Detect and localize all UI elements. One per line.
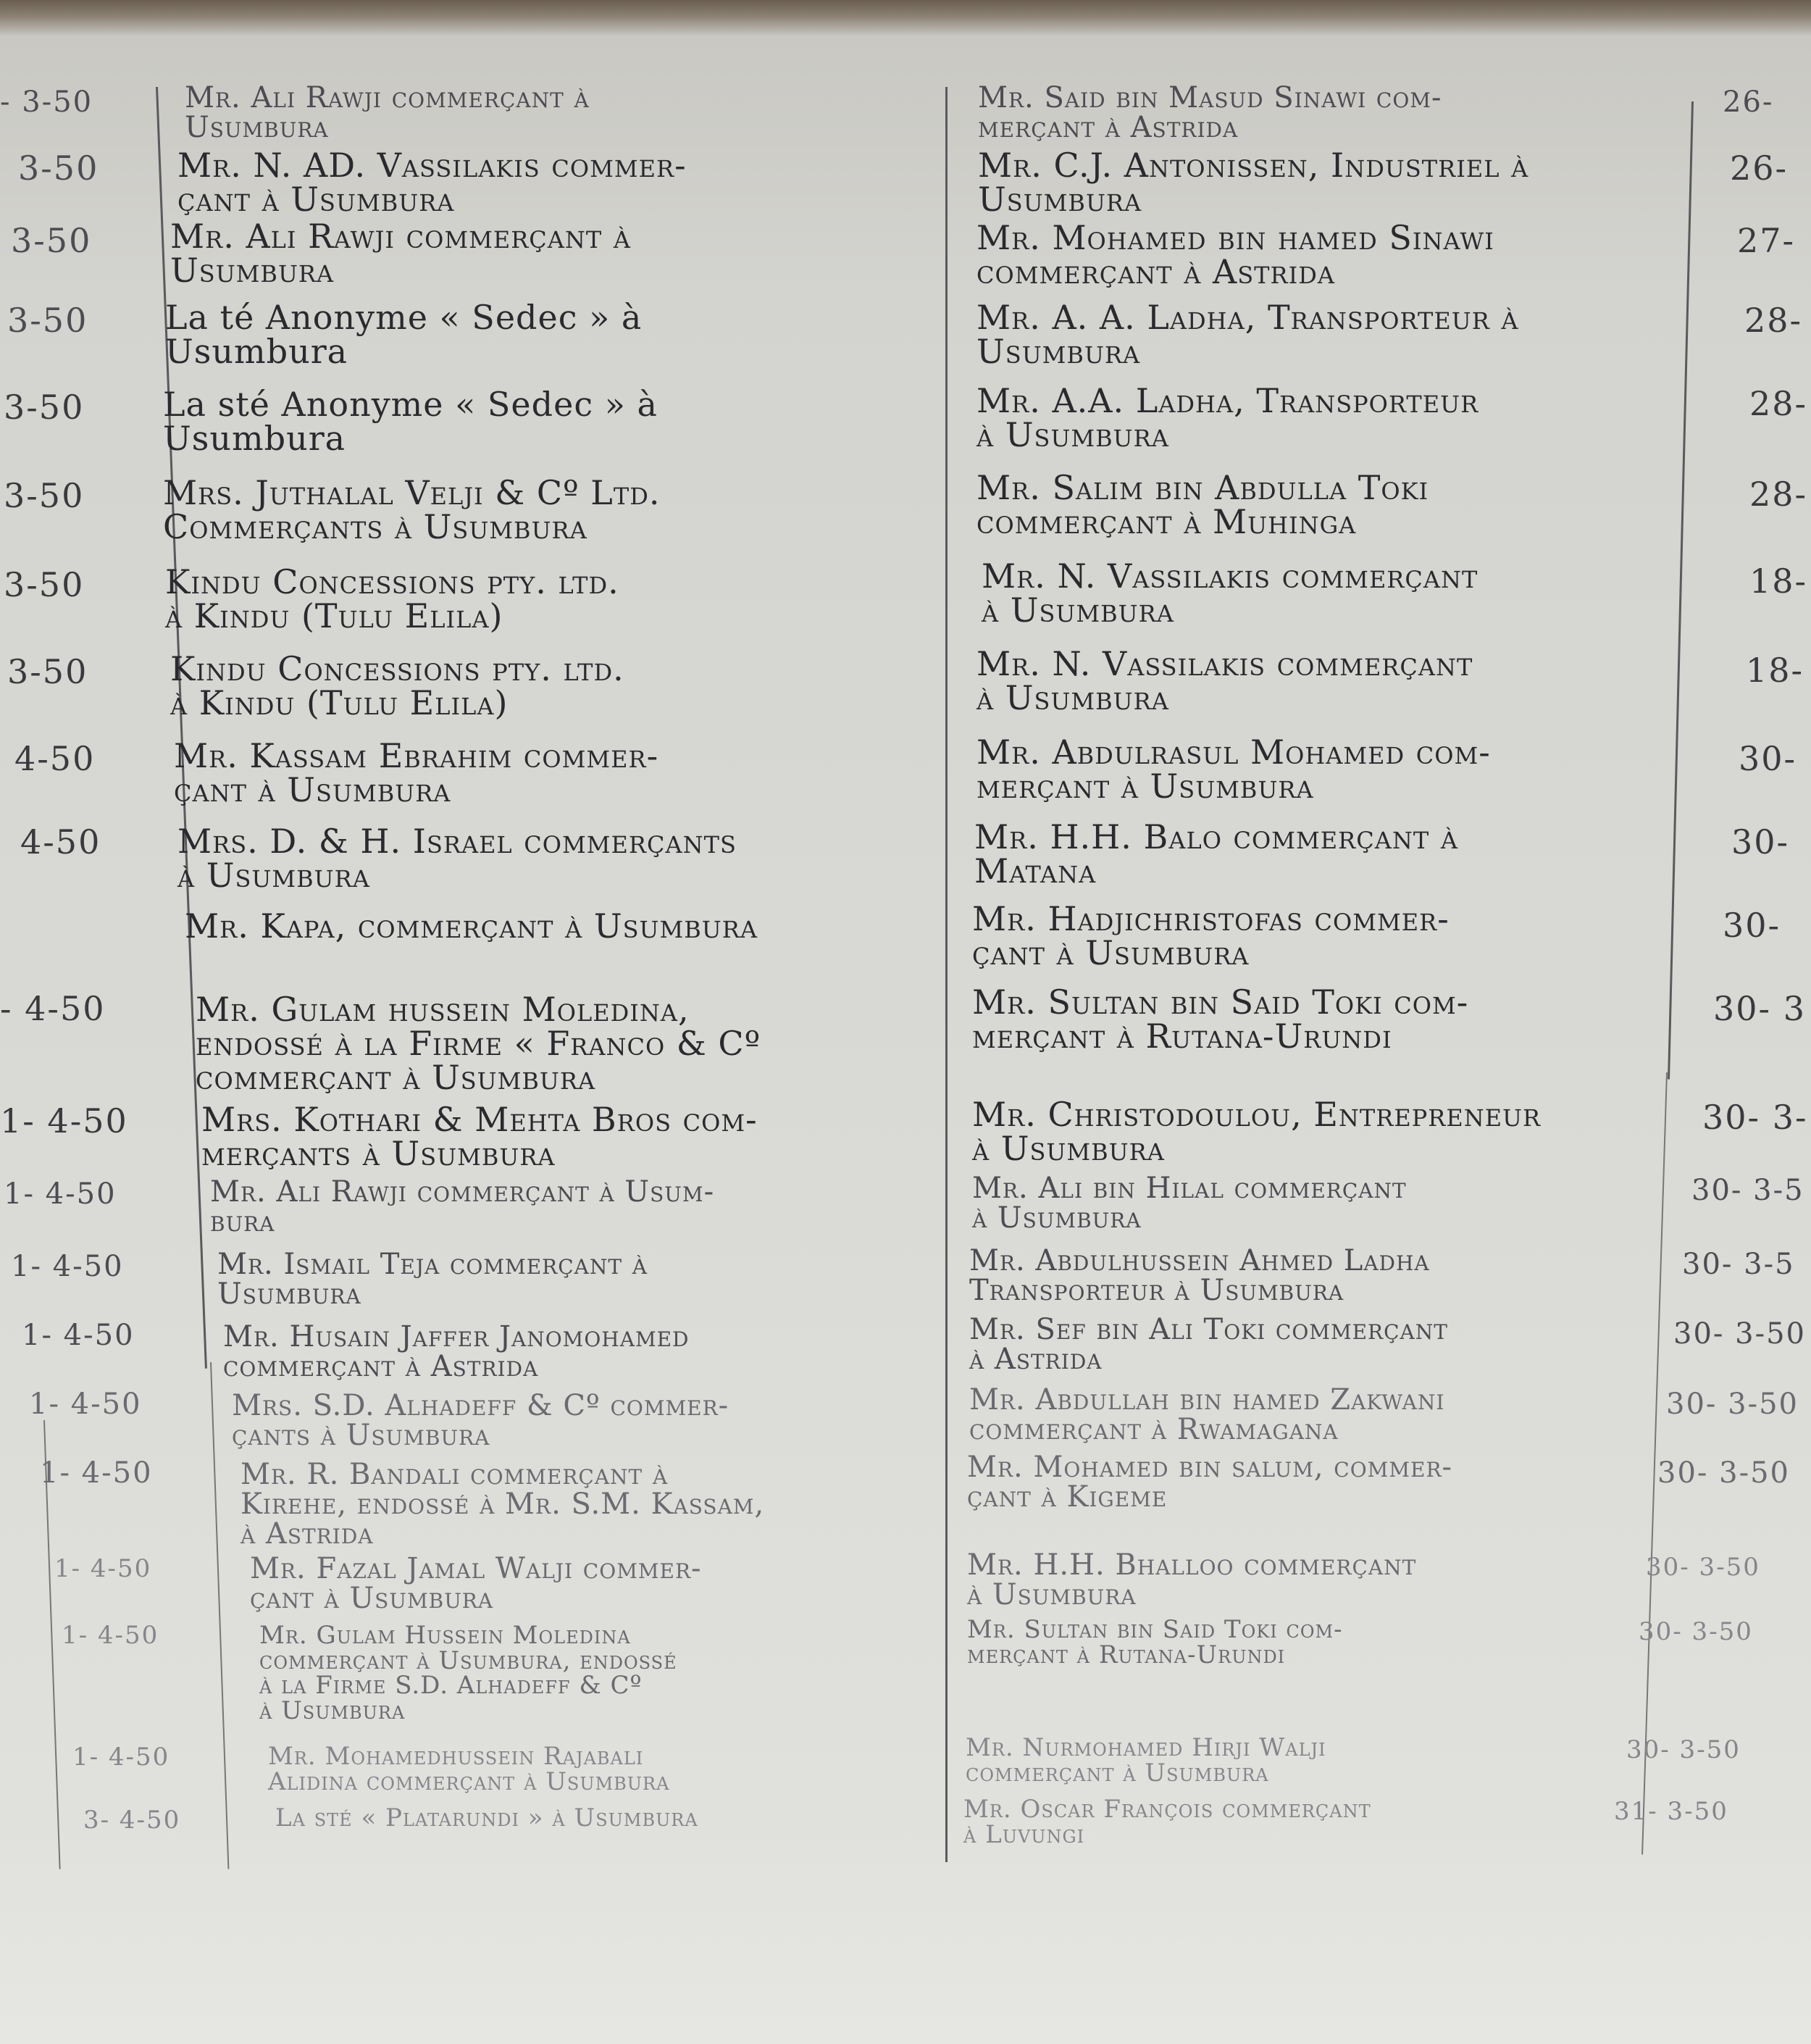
left-date-4: 3-50 (4, 388, 85, 427)
left-date-13: 1- 4-50 (4, 1177, 117, 1211)
right-entry-4: Mr. A.A. Ladha, Transporteur à Usumbura (976, 381, 1479, 454)
left-date-17: 1- 4-50 (40, 1456, 153, 1490)
left-entry-15: Mr. Husain Jaffer Janomohamed commerçant à Astrida (223, 1320, 690, 1383)
right-entry-17: Mr. Mohamed bin salum, commer- çant à Kigeme (967, 1451, 1453, 1514)
right-date-11: 30- 3 (1713, 989, 1806, 1028)
left-entry-12: Mrs. Kothari & Mehta Bros com- merçants à Usumbura (201, 1100, 758, 1173)
right-date-7: 18- (1746, 651, 1804, 690)
left-date-9: 4-50 (20, 822, 101, 862)
left-date-3: 3-50 (7, 301, 88, 340)
right-entry-5: Mr. Salim bin Abdulla Toki commerçant à Muhinga (976, 468, 1429, 541)
right-date-20: 30- 3-50 (1626, 1735, 1741, 1764)
right-entry-1: Mr. C.J. Antonissen, Industriel à Usumbura (978, 146, 1529, 219)
right-date-divider (1668, 101, 1694, 1080)
left-entry-11: Mr. Gulam hussein Moledina, endossé à la Firme « Franco & Cº commerçant à Usumbura (196, 990, 761, 1097)
left-date-16: 1- 4-50 (29, 1388, 142, 1421)
left-entry-8: Mr. Kassam Ebrahim commer- çant à Usumbura (174, 736, 659, 809)
left-entry-21: La sté « Platarundi » à Usumbura (275, 1803, 698, 1832)
right-date-19: 30- 3-50 (1639, 1617, 1753, 1646)
left-entry-7: Kindu Concessions pty. ltd. à Kindu (Tulu Elila) (170, 649, 624, 722)
right-date-14: 30- 3-5 (1682, 1248, 1795, 1281)
right-entry-3: Mr. A. A. Ladha, Transporteur à Usumbura (976, 298, 1519, 371)
left-entry-13: Mr. Ali Rawji commerçant à Usum- bura (210, 1175, 715, 1238)
right-date-10: 30- (1723, 906, 1781, 945)
right-entry-18: Mr. H.H. Bhalloo commerçant à Usumbura (967, 1548, 1417, 1611)
left-entry-16: Mrs. S.D. Alhadeff & Cº commer- çants à Usumbura (232, 1389, 729, 1452)
left-entry-18: Mr. Fazal Jamal Walji commer- çant à Usumbura (250, 1552, 702, 1615)
left-entry-14: Mr. Ismail Teja commerçant à Usumbura (217, 1248, 648, 1311)
right-date-13: 30- 3-5 (1691, 1174, 1804, 1207)
right-entry-9: Mr. H.H. Balo commerçant à Matana (974, 817, 1458, 890)
left-date-12: 1- 4-50 (0, 1101, 128, 1140)
right-entry-20: Mr. Nurmohamed Hirji Walji commerçant à Usumbura (966, 1733, 1326, 1788)
right-date-1: 26- (1730, 149, 1789, 188)
left-entry-10: Mr. Kapa, commerçant à Usumbura (185, 906, 758, 946)
right-entry-21: Mr. Oscar François commerçant à Luvungi (963, 1795, 1371, 1849)
left-date-18: 1- 4-50 (54, 1554, 152, 1583)
left-entry-17: Mr. R. Bandali commerçant à Kirehe, endossé à Mr. S.M. Kassam, à Astrida (241, 1458, 765, 1551)
right-date-8: 30- (1739, 739, 1797, 778)
right-date-4: 28- (1749, 384, 1808, 423)
left-entry-1: Mr. N. AD. Vassilakis commer- çant à Usumbura (177, 146, 687, 219)
right-date-9: 30- (1731, 822, 1790, 862)
left-date-1: 3-50 (18, 149, 99, 188)
left-entry-3: La té Anonyme « Sedec » à Usumbura (165, 298, 643, 371)
right-date-12: 30- 3- (1702, 1098, 1808, 1137)
right-date-16: 30- 3-50 (1666, 1388, 1799, 1421)
right-entry-8: Mr. Abdulrasul Mohamed com- merçant à Usumbura (976, 733, 1491, 806)
left-entry-9: Mrs. D. & H. Israel commerçants à Usumbura (177, 822, 737, 895)
left-date-14: 1- 4-50 (11, 1250, 124, 1283)
left-date-8: 4-50 (14, 739, 96, 778)
right-date-5: 28- (1749, 475, 1808, 514)
right-date-2: 27- (1737, 221, 1796, 260)
right-entry-2: Mr. Mohamed bin hamed Sinawi commerçant à Astrida (976, 218, 1494, 291)
right-date-15: 30- 3-50 (1673, 1317, 1806, 1351)
left-entry-20: Mr. Mohamedhussein Rajabali Alidina commerçant à Usumbura (268, 1742, 670, 1796)
left-date-11: - 4-50 (0, 989, 106, 1028)
left-entry-0: Mr. Ali Rawji commerçant à Usumbura (185, 81, 590, 144)
right-entry-7: Mr. N. Vassilakis commerçant à Usumbura (976, 644, 1473, 717)
right-entry-19: Mr. Sultan bin Said Toki com- merçant à Rutana-Urundi (967, 1615, 1343, 1669)
left-date-21: 3- 4-50 (83, 1806, 181, 1835)
right-entry-6: Mr. N. Vassilakis commerçant à Usumbura (982, 556, 1479, 630)
left-entry-4: La sté Anonyme « Sedec » à Usumbura (163, 385, 658, 458)
right-date-6: 18- (1749, 562, 1808, 601)
right-date-0: 26- (1723, 85, 1774, 119)
left-entry-6: Kindu Concessions pty. ltd. à Kindu (Tulu Elila) (165, 562, 619, 635)
right-entry-15: Mr. Sef bin Ali Toki commerçant à Astrida (969, 1313, 1448, 1376)
right-date-21: 31- 3-50 (1614, 1797, 1728, 1826)
left-entry-19: Mr. Gulam Hussein Moledina commerçant à Usumbura, endossé à la Firme S.D. Alhadeff & Cº à Usumbura (259, 1621, 677, 1726)
left-date-15: 1- 4-50 (22, 1319, 135, 1352)
left-date-6: 3-50 (4, 565, 85, 604)
right-entry-12: Mr. Christodoulou, Entrepreneur à Usumbura (972, 1095, 1542, 1168)
right-entry-16: Mr. Abdullah bin hamed Zakwani commerçant à Rwamagana (969, 1383, 1445, 1446)
right-date-18: 30- 3-50 (1646, 1553, 1760, 1582)
right-entry-11: Mr. Sultan bin Said Toki com- merçant à Rutana-Urundi (972, 983, 1469, 1056)
left-entry-2: Mr. Ali Rawji commerçant à Usumbura (170, 217, 631, 290)
right-entry-13: Mr. Ali bin Hilal commerçant à Usumbura (972, 1172, 1407, 1235)
left-date-divider-lower (210, 1362, 229, 1869)
right-date-17: 30- 3-50 (1657, 1456, 1790, 1490)
right-date-3: 28- (1744, 301, 1803, 340)
left-date-19: 1- 4-50 (62, 1621, 159, 1650)
left-date-2: 3-50 (11, 221, 92, 260)
right-entry-10: Mr. Hadjichristofas commer- çant à Usumbura (972, 899, 1450, 972)
left-date-7: 3-50 (7, 652, 88, 691)
center-divider (945, 87, 948, 1862)
left-date-20: 1- 4-50 (72, 1743, 170, 1772)
right-entry-14: Mr. Abdulhussein Ahmed Ladha Transporteur à Usumbura (969, 1244, 1430, 1307)
left-entry-5: Mrs. Juthalal Velji & Cº Ltd. Commerçants à Usumbura (163, 473, 661, 546)
left-date-0: - 3-50 (0, 85, 93, 119)
left-date-5: 3-50 (4, 476, 85, 515)
right-entry-0: Mr. Said bin Masud Sinawi com- merçant à Astrida (978, 81, 1442, 144)
